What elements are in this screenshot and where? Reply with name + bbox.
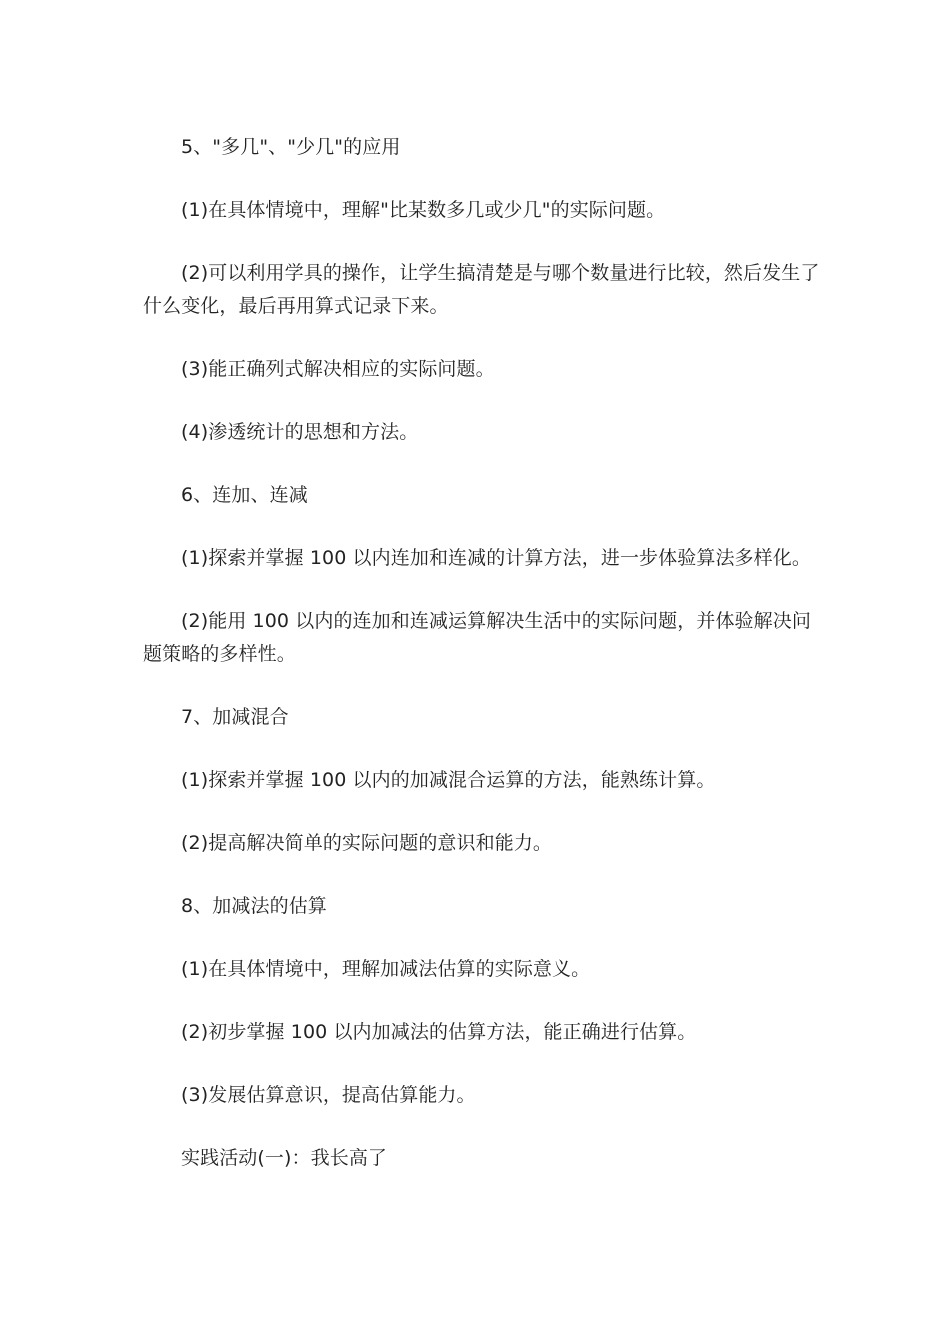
paragraph: (2)可以利用学具的操作，让学生搞清楚是与哪个数量进行比较，然后发生了什么变化，最后再用算式记录下来。 bbox=[143, 262, 820, 317]
paragraph: (2)能用 100 以内的连加和连减运算解决生活中的实际问题，并体验解决问题策略的多样性。 bbox=[143, 610, 811, 665]
document-body bbox=[143, 131, 823, 1205]
paragraph: (3)能正确列式解决相应的实际问题。 bbox=[181, 358, 495, 380]
paragraph: (1)探索并掌握 100 以内的加减混合运算的方法，能熟练计算。 bbox=[181, 769, 716, 791]
section-heading-7: 7、加减混合 bbox=[181, 706, 289, 728]
paragraph: (1)在具体情境中，理解加减法估算的实际意义。 bbox=[181, 958, 591, 980]
section-heading-practice: 实践活动(一)：我长高了 bbox=[181, 1147, 388, 1169]
section-heading-8: 8、加减法的估算 bbox=[181, 895, 327, 917]
paragraph: (2)提高解决简单的实际问题的意识和能力。 bbox=[181, 832, 553, 854]
section-heading-5: 5、"多几"、"少几"的应用 bbox=[181, 136, 401, 158]
paragraph: (3)发展估算意识，提高估算能力。 bbox=[181, 1084, 476, 1106]
paragraph: (2)初步掌握 100 以内加减法的估算方法，能正确进行估算。 bbox=[181, 1021, 697, 1043]
paragraph: (1)探索并掌握 100 以内连加和连减的计算方法，进一步体验算法多样化。 bbox=[181, 547, 811, 569]
section-heading-6: 6、连加、连减 bbox=[181, 484, 308, 506]
paragraph: (4)渗透统计的思想和方法。 bbox=[181, 421, 419, 443]
paragraph: (1)在具体情境中，理解"比某数多几或少几"的实际问题。 bbox=[181, 199, 666, 221]
